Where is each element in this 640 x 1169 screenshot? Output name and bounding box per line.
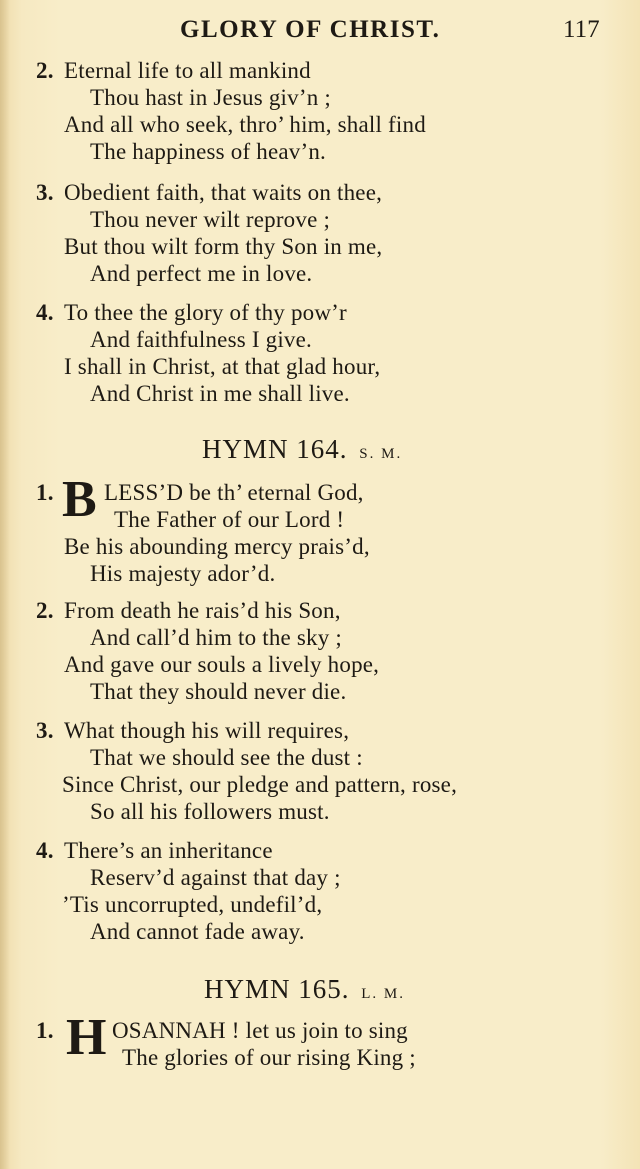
- verse-line: ’Tis uncorrupted, undefil’d,: [62, 892, 323, 917]
- running-title: GLORY OF CHRIST.: [180, 16, 441, 43]
- verse-line: Thou hast in Jesus giv’n ;: [90, 85, 331, 110]
- hymn-title: HYMN 165.: [204, 974, 350, 1004]
- verse-line: And Christ in me shall live.: [90, 381, 350, 406]
- verse-line: From death he rais’d his Son,: [64, 598, 341, 623]
- verse-line: I shall in Christ, at that glad hour,: [64, 354, 381, 379]
- verse-line: Be his abounding mercy prais’d,: [64, 534, 370, 559]
- verse-line: Thou never wilt reprove ;: [90, 207, 331, 232]
- verse-line: The Father of our Lord !: [114, 507, 345, 532]
- verse-line: Eternal life to all mankind: [64, 58, 311, 83]
- hymn-meter: S. M.: [359, 446, 403, 462]
- verse-line: Reserv’d against that day ;: [90, 865, 341, 890]
- verse-number: 4.: [36, 838, 54, 863]
- verse-line: That we should see the dust :: [90, 745, 363, 770]
- hymn-164-heading: [202, 434, 402, 465]
- verse-line: And call’d him to the sky ;: [90, 625, 342, 650]
- verse-line: His majesty ador’d.: [90, 561, 276, 586]
- verse-line: And faithfulness I give.: [90, 327, 312, 352]
- verse-line: But thou wilt form thy Son in me,: [64, 234, 383, 259]
- verse-line: What though his will requires,: [64, 718, 350, 743]
- hymn-meter: L. M.: [361, 986, 406, 1002]
- verse-line: And cannot fade away.: [90, 919, 305, 944]
- verse-line: So all his followers must.: [90, 799, 330, 824]
- verse-line: LESS’D be th’ eternal God,: [104, 480, 364, 505]
- drop-cap: H: [66, 1009, 107, 1066]
- verse-line: The glories of our rising King ;: [122, 1045, 416, 1070]
- verse-line: Obedient faith, that waits on thee,: [64, 180, 383, 205]
- verse-line: Since Christ, our pledge and pattern, rose,: [62, 772, 458, 797]
- verse-line: And all who seek, thro’ him, shall find: [64, 112, 426, 137]
- page-gutter: [0, 0, 10, 1169]
- drop-cap: B: [62, 471, 97, 528]
- verse-number: 2.: [36, 598, 54, 623]
- hymn-165-heading: [204, 974, 405, 1005]
- verse-line: The happiness of heav’n.: [90, 139, 327, 164]
- verse-number: 1.: [36, 480, 54, 505]
- verse-line: And perfect me in love.: [90, 261, 313, 286]
- verse-number: 2.: [36, 58, 54, 83]
- hymn-title: HYMN 164.: [202, 434, 348, 464]
- verse-number: 4.: [36, 300, 54, 325]
- verse-line: And gave our souls a lively hope,: [64, 652, 380, 677]
- verse-line: There’s an inheritance: [64, 838, 273, 863]
- verse-line: OSANNAH ! let us join to sing: [112, 1018, 408, 1043]
- verse-line: To thee the glory of thy pow’r: [64, 300, 347, 325]
- verse-line: That they should never die.: [90, 679, 347, 704]
- verse-number: 3.: [36, 718, 54, 743]
- verse-number: 1.: [36, 1018, 54, 1043]
- page-number: 117: [563, 16, 600, 43]
- verse-number: 3.: [36, 180, 54, 205]
- running-header: [0, 16, 640, 50]
